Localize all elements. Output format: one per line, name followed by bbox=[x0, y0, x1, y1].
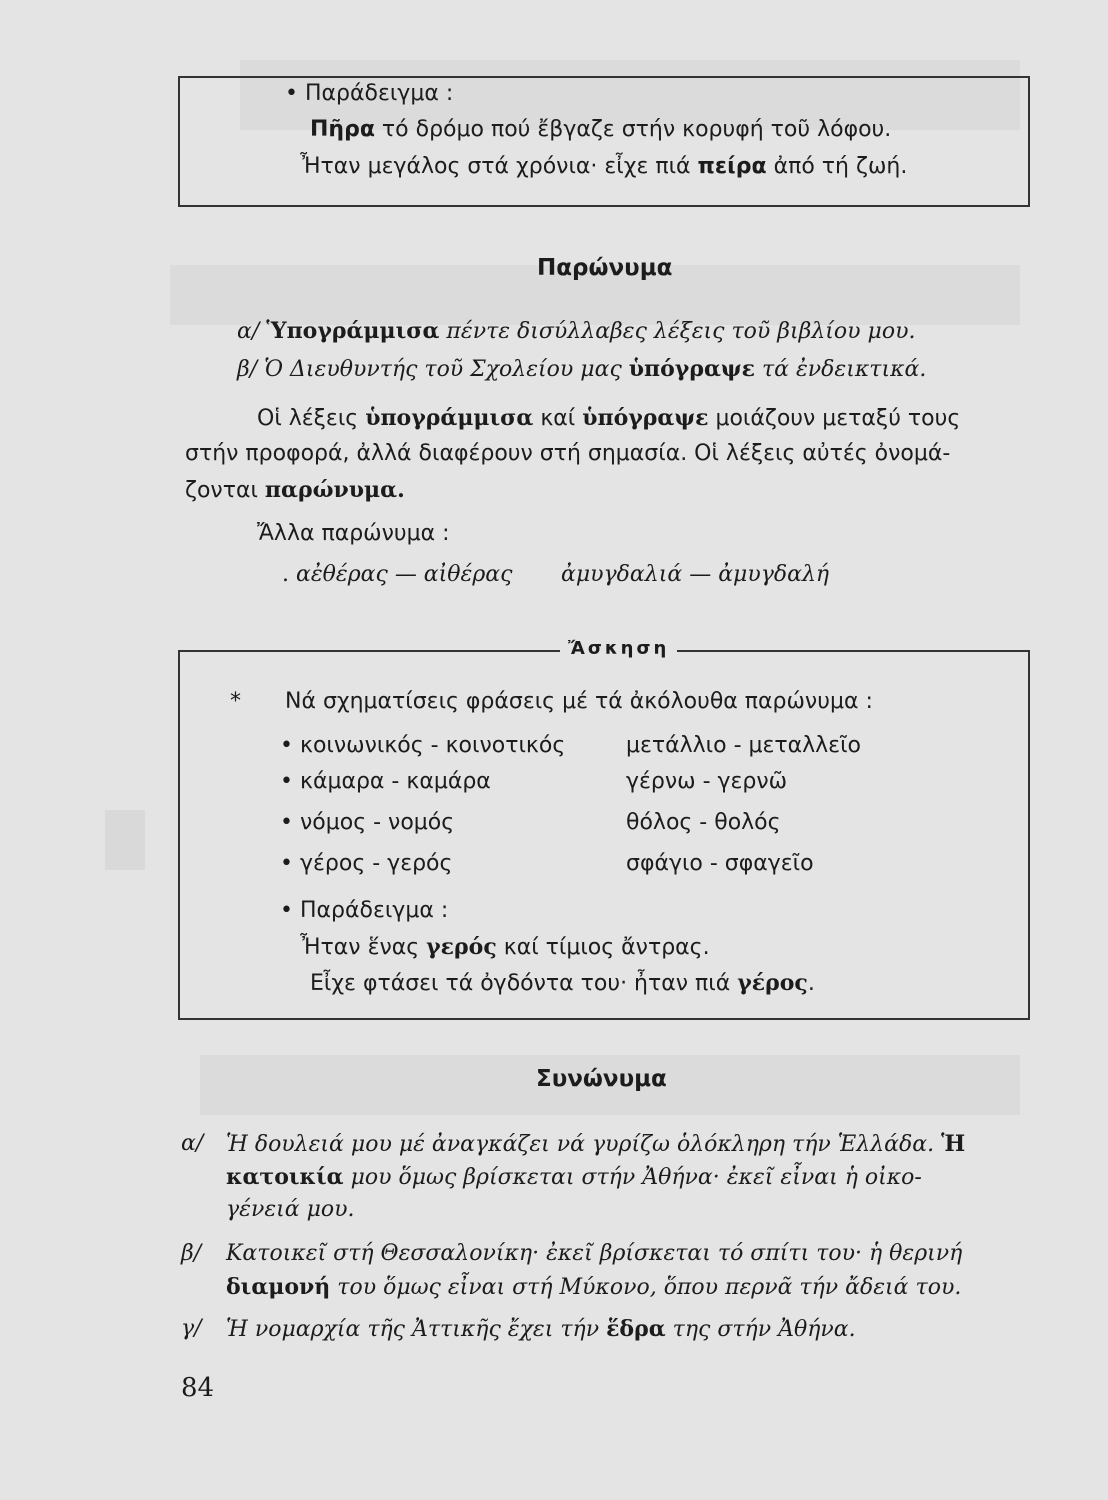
askisi-title: Ἄσκηση bbox=[560, 638, 677, 659]
paronyma-paragraph-line3: ζονται παρώνυμα. bbox=[185, 477, 405, 503]
paronyma-example-a: α/ Ὑπογράμμισα πέντε δισύλλαβες λέξεις τοῦ βιβλίου μου. bbox=[237, 318, 916, 344]
paronyma-pair-2: ἀμυγδαλιά — ἀμυγδαλή bbox=[561, 562, 830, 587]
bleed-through-block bbox=[105, 810, 145, 870]
right-pair-1: μετάλλιο - μεταλλεῖο bbox=[626, 733, 861, 758]
askisi-star: * bbox=[230, 689, 241, 714]
left-pair-4: • γέρος - γερός bbox=[280, 851, 453, 876]
left-pair-1: • κοινωνικός - κοινοτικός bbox=[280, 733, 566, 758]
right-pair-4: σφάγιο - σφαγεῖο bbox=[626, 851, 814, 876]
synonyma-a-label: α/ bbox=[181, 1131, 204, 1156]
synonyma-title: Συνώνυμα bbox=[536, 1066, 667, 1092]
right-pair-3: θόλος - θολός bbox=[626, 810, 781, 835]
synonyma-b-label: β/ bbox=[181, 1241, 202, 1266]
bullet: • bbox=[285, 81, 298, 106]
synonyma-c-line1: Ἡ νομαρχία τῆς Ἀττικῆς ἔχει τήν ἕδρα της στήν Ἀθήνα. bbox=[226, 1316, 856, 1342]
synonyma-a-line3: γένειά μου. bbox=[226, 1197, 355, 1222]
synonyma-b-line2: διαμονή του ὅμως εἶναι στή Μύκονο, ὅπου περνᾶ τήν ἄδειά του. bbox=[226, 1274, 962, 1300]
paronyma-example-b: β/ Ὁ Διευθυντής τοῦ Σχολείου μας ὑπόγραψε τά ἐνδεικτικά. bbox=[237, 356, 927, 382]
paronyma-paragraph-line2: στήν προφορά, ἀλλά διαφέρουν στή σημασία. Οἱ λέξεις αὐτές ὀνομά- bbox=[185, 441, 951, 466]
paronyma-paragraph-line1: Οἱ λέξεις ὑπογράμμισα καί ὑπόγραψε μοιάζουν μεταξύ τους bbox=[257, 405, 961, 431]
synonyma-a-line2: κατοικία μου ὅμως βρίσκεται στήν Ἀθήνα· ἐκεῖ εἶναι ἡ οἰκο- bbox=[226, 1164, 922, 1190]
askisi-example-line1: Ἦταν ἕνας γερός καί τίμιος ἄντρας. bbox=[300, 934, 710, 960]
askisi-example-label: • Παράδειγμα : bbox=[280, 898, 449, 923]
left-pair-3: • νόμος - νομός bbox=[280, 810, 455, 835]
other-paronyma-label: Ἄλλα παρώνυμα : bbox=[257, 521, 450, 546]
page-number: 84 bbox=[181, 1373, 215, 1403]
paronyma-title: Παρώνυμα bbox=[537, 255, 673, 281]
top-example-line1: Πῆρα τό δρόμο πού ἔβγαζε στήν κορυφή τοῦ λόφου. bbox=[310, 117, 892, 142]
top-example-label: • Παράδειγμα : bbox=[285, 81, 454, 106]
top-example-line2: Ἦταν μεγάλος στά χρόνια· εἶχε πιά πείρα ἀπό τή ζωή. bbox=[300, 154, 908, 179]
synonyma-a-line1: Ἡ δουλειά μου μέ ἀναγκάζει νά γυρίζω ὁλόκληρη τήν Ἑλλάδα. Ἡ bbox=[226, 1131, 966, 1157]
synonyma-b-line1: Κατοικεῖ στή Θεσσαλονίκη· ἐκεῖ βρίσκεται τό σπίτι του· ἡ θερινή bbox=[226, 1241, 963, 1266]
left-pair-2: • κάμαρα - καμάρα bbox=[280, 769, 491, 794]
synonyma-c-label: γ/ bbox=[181, 1316, 202, 1341]
right-pair-2: γέρνω - γερνῶ bbox=[626, 769, 788, 794]
askisi-instruction: Νά σχηματίσεις φράσεις μέ τά ἀκόλουθα παρώνυμα : bbox=[285, 689, 873, 714]
askisi-example-line2: Εἶχε φτάσει τά ὀγδόντα του· ἦταν πιά γέρος. bbox=[310, 970, 815, 996]
paronyma-pair-1: . αἐθέρας — αἰθέρας bbox=[282, 562, 513, 587]
